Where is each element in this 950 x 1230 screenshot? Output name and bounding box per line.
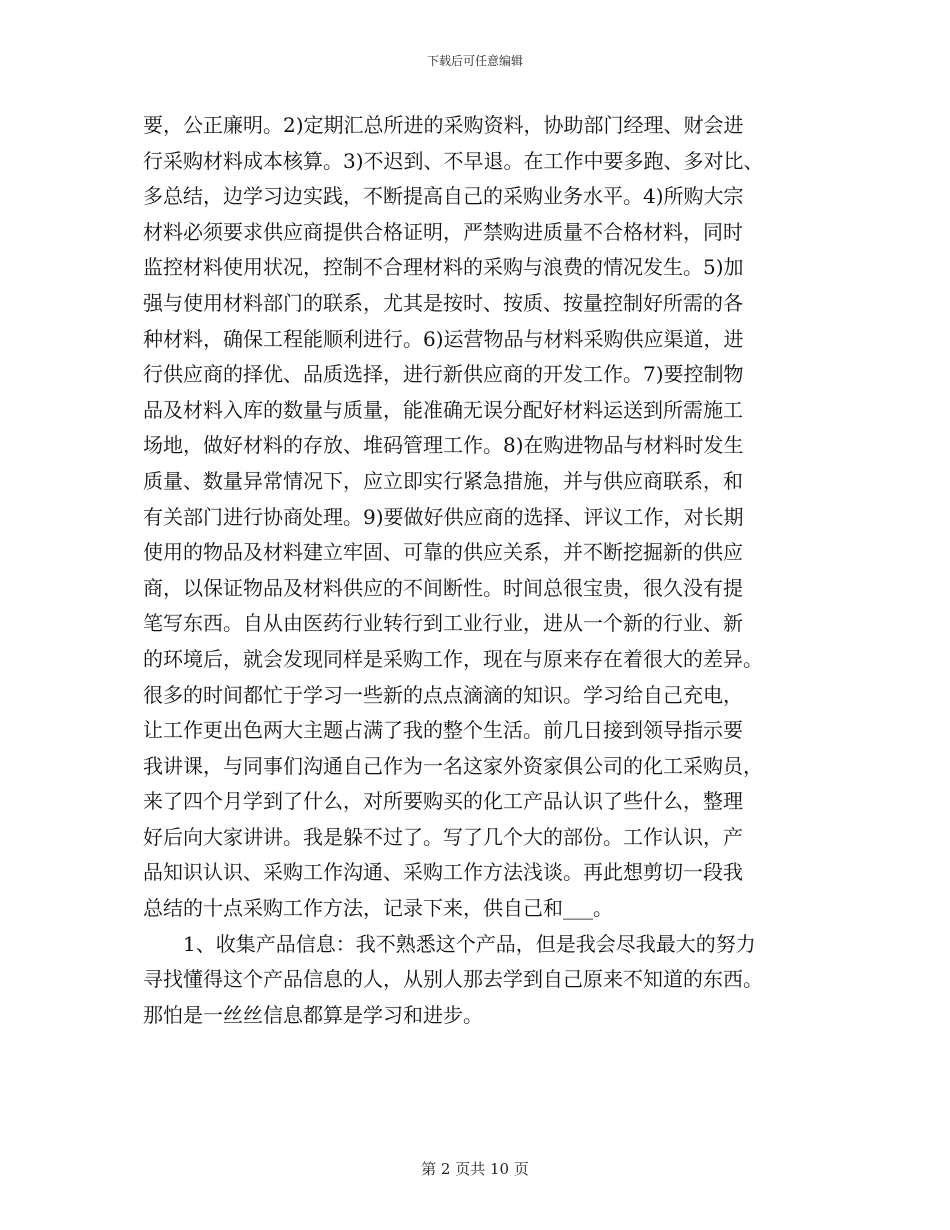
- body-line: 总结的十点采购工作方法，记录下来，供自己和___。: [143, 896, 613, 921]
- document-body: [143, 108, 811, 1033]
- section-line: 1、收集产品信息：我不熟悉这个产品，但是我会尽我最大的努力: [183, 931, 756, 956]
- body-line: 有关部门进行协商处理。9)要做好供应商的选择、评议工作，对长期: [143, 504, 744, 529]
- body-line: 多总结，边学习边实践，不断提高自己的采购业务水平。4)所购大宗: [143, 184, 744, 209]
- page-footer: 第 2 页共 10 页: [421, 1160, 529, 1178]
- body-line: 让工作更出色两大主题占满了我的整个生活。前几日接到领导指示要: [143, 718, 743, 743]
- body-line: 材料必须要求供应商提供合格证明，严禁购进质量不合格材料，同时: [143, 219, 743, 244]
- body-line: 使用的物品及材料建立牢固、可靠的供应关系，并不断挖掘新的供应: [143, 540, 743, 565]
- body-line: 好后向大家讲讲。我是躲不过了。写了几个大的部份。工作认识，产: [143, 824, 743, 849]
- body-line: 种材料，确保工程能顺利进行。6)运营物品与材料采购供应渠道，进: [143, 326, 744, 351]
- body-line: 行采购材料成本核算。3)不迟到、不早退。在工作中要多跑、多对比、: [143, 148, 764, 173]
- body-line: 质量、数量异常情况下，应立即实行紧急措施，并与供应商联系，和: [143, 468, 743, 493]
- section-line: 那怕是一丝丝信息都算是学习和进步。: [143, 1002, 483, 1027]
- body-line: 商，以保证物品及材料供应的不间断性。时间总很宝贵，很久没有提: [143, 575, 743, 600]
- body-line: 行供应商的择优、品质选择，进行新供应商的开发工作。7)要控制物: [143, 362, 744, 387]
- body-line: 场地，做好材料的存放、堆码管理工作。8)在购进物品与材料时发生: [143, 433, 744, 458]
- body-line: 强与使用材料部门的联系，尤其是按时、按质、按量控制好所需的各: [143, 290, 743, 315]
- section-line: 寻找懂得这个产品信息的人，从别人那去学到自己原来不知道的东西。: [143, 967, 763, 992]
- body-line: 要，公正廉明。2)定期汇总所进的采购资料，协助部门经理、财会进: [143, 113, 744, 137]
- body-line: 的环境后，就会发现同样是采购工作，现在与原来存在着很大的差异。: [143, 646, 763, 671]
- body-line: 品及材料入库的数量与质量，能准确无误分配好材料运送到所需施工: [143, 397, 743, 422]
- body-line: 笔写东西。自从由医药行业转行到工业行业，进从一个新的行业、新: [143, 611, 743, 636]
- body-line: 来了四个月学到了什么，对所要购买的化工产品认识了些什么，整理: [143, 789, 743, 814]
- body-line: 我讲课，与同事们沟通自己作为一名这家外资家俱公司的化工采购员，: [143, 753, 763, 778]
- body-line: 监控材料使用状况，控制不合理材料的采购与浪费的情况发生。5)加: [143, 255, 744, 280]
- body-line: 品知识认识、采购工作沟通、采购工作方法浅谈。再此想剪切一段我: [143, 860, 743, 885]
- body-line: 很多的时间都忙于学习一些新的点点滴滴的知识。学习给自己充电，: [143, 682, 743, 707]
- page-header: 下载后可任意编辑: [426, 54, 523, 68]
